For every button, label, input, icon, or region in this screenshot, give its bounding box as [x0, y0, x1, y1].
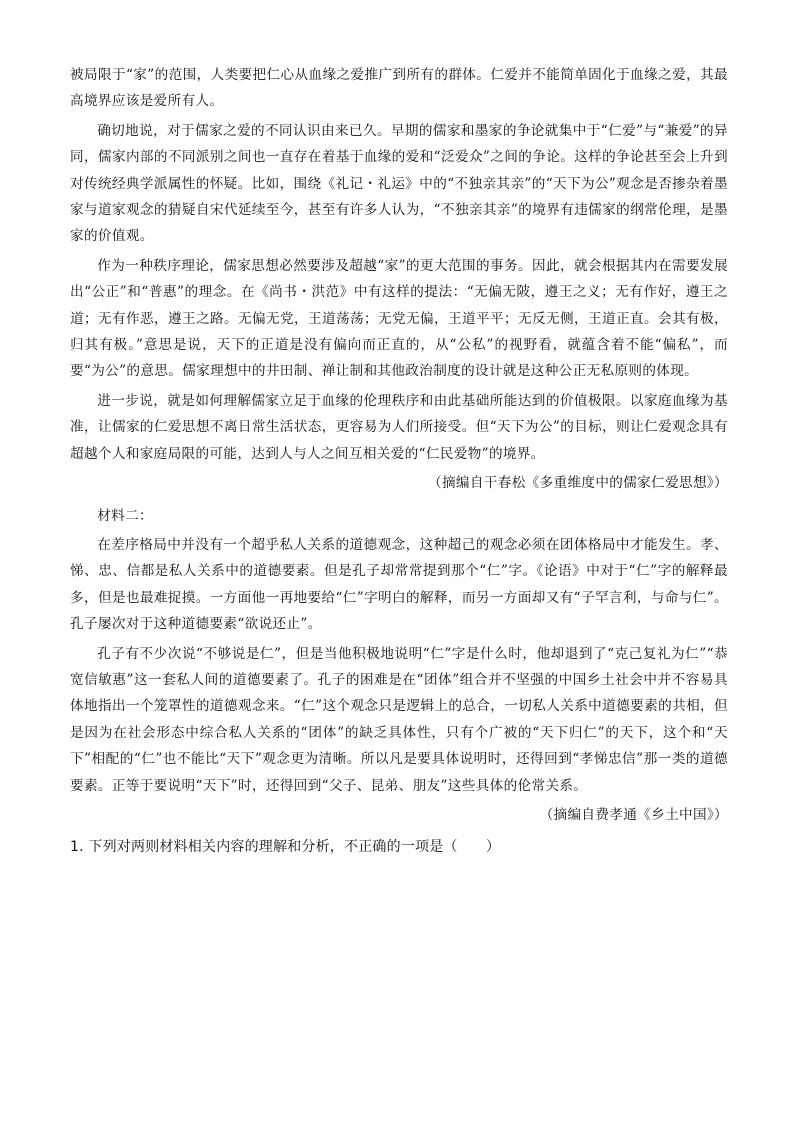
material2-paragraph-1: 在差序格局中并没有一个超乎私人关系的道德观念，这种超己的观念必须在团体格局中才能发生。孝、悌、忠、信都是私人关系中的道德要素。但是孔子却常常提到那个“仁”字。《论语》中对于“仁”字的解释最多，但是也最难捉摸。一方面他一再地要给“仁”字明白的解释，而另一方面却又有“子罕言利，与命与仁”。孔子屡次对于这种道德要素“欲说还止”。: [70, 536, 728, 633]
material2-label: 材料二：: [97, 507, 153, 524]
document-page: [70, 62, 728, 860]
material2-paragraph-2: 孔子有不少次说“不够说是仁”，但是当他积极地说明“仁”字是什么时，他却退到了“克己复礼为仁”“恭宽信敏惠”这一套私人间的道德要素了。孔子的困难是在“团体”组合并不坚强的中国乡土社会中并不容易具体地指出一个笼罩性的道德观念来。“仁”这个观念只是逻辑上的总合，一切私人关系中道德要素的共相，但是因为在社会形态中综合私人关系的“团体”的缺乏具体性，只有个广被的“天下归仁”的天下，这个和“天下”相配的“仁”也不能比“天下”观念更为清晰。所以凡是要具体说明时，还得回到“孝悌忠信”那一类的道德要素。正等于要说明“天下”时，还得回到“父子、昆弟、朋友”这些具体的伦常关系。: [70, 645, 728, 794]
question-1: 1. 下列对两则材料相关内容的理解和分析，不正确的一项是（ ）: [70, 839, 501, 856]
material1-paragraph-4: 进一步说，就是如何理解儒家立足于血缘的伦理秩序和由此基础所能达到的价值极限。以家庭血缘为基准，让儒家的仁爱思想不离日常生活状态，更容易为人们所接受。但“天下为公”的目标，则让仁爱观念具有超越个人和家庭局限的可能，达到人与人之间互相关爱的“仁民爱物”的境界。: [70, 392, 728, 462]
material1-source: （摘编自干春松《多重维度中的儒家仁爱思想》）: [428, 475, 728, 492]
material1-paragraph-3: 作为一种秩序理论，儒家思想必然要涉及超越“家”的更大范围的事务。因此，就会根据其内在需要发展出“公正”和“普惠”的理念。在《尚书・洪范》中有这样的提法：“无偏无陂，遵王之义；无有作好，遵王之道；无有作恶，遵王之路。无偏无党，王道荡荡；无党无偏，王道平平；无反无侧，王道正直。会其有极，归其有极。”意思是说，天下的正道是没有偏向而正直的，从“公私”的视野看，就蕴含着不能“偏私”，而要“为公”的意思。儒家理想中的井田制、禅让制和其他政治制度的设计就是这种公正无私原则的体现。: [70, 257, 728, 380]
material1-paragraph-2: 确切地说，对于儒家之爱的不同认识由来已久。早期的儒家和墨家的争论就集中于“仁爱”与“兼爱”的异同，儒家内部的不同派别之间也一直存在着基于血缘的爱和“泛爱众”之间的争论。这样的争论甚至会上升到对传统经典学派属性的怀疑。比如，围绕《礼记・礼运》中的“不独亲其亲”的“天下为公”观念是否掺杂着墨家与道家观念的猜疑自宋代延续至今，甚至有许多人认为，“不独亲其亲”的境界有违儒家的纲常伦理，是墨家的价值观。: [70, 122, 728, 245]
material1-paragraph-1: 被局限于“家”的范围，人类要把仁心从血缘之爱推广到所有的群体。仁爱并不能简单固化于血缘之爱，其最高境界应该是爱所有人。: [70, 67, 728, 110]
material2-source: （摘编自费孝通《乡土中国》）: [539, 806, 728, 823]
